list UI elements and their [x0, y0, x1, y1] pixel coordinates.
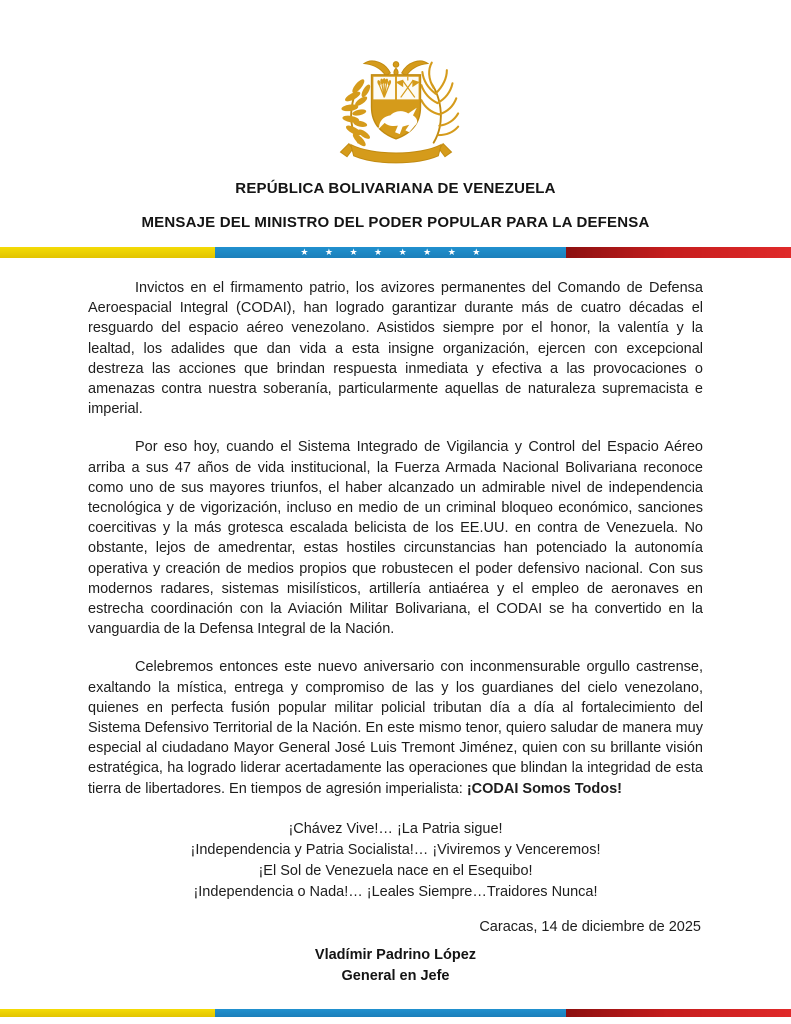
letter-body: [88, 278, 703, 799]
flag-red-stripe: [566, 247, 791, 258]
page-subtitle: MENSAJE DEL MINISTRO DEL PODER POPULAR PARA LA DEFENSA: [141, 214, 650, 231]
flag-divider-bottom: [0, 1009, 791, 1017]
flag-stars: ★ ★ ★ ★ ★ ★ ★ ★: [300, 247, 488, 257]
flag-red-stripe: [566, 1009, 791, 1017]
flag-yellow-stripe: [0, 1009, 215, 1017]
flag-yellow-stripe: [0, 247, 215, 258]
paragraph-2: Por eso hoy, cuando el Sistema Integrado de Vigilancia y Control del Espacio Aéreo arriba a sus 47 años de vida institucional, la Fuerza Armada Nacional Bolivariana reconoce como uno de sus mayores triunfos, el haber alcanzado un admirable nivel de independencia tecnológica y de vigorización, incluso en medio de un criminal bloqueo económico, sanciones coercitivas y la más grotesca escalada belicista de los EE.UU. en contra de Venezuela. No obstante, lejos de amedrentar, estas hostiles circunstancias han potenciado la autonomía operativa y creación de medios propios que robustecen el poder defensivo nacional. Con sus modernos radares, sistemas misilísticos, artillería antiaérea y el empleo de aeronaves en estrecha coordinación con la Aviación Militar Bolivariana, el CODAI se ha convertido en la vanguardia de la Defensa Integral de la Nación.: [88, 439, 703, 638]
page-title: REPÚBLICA BOLIVARIANA DE VENEZUELA: [235, 180, 556, 197]
flag-blue-stripe: [215, 1009, 565, 1017]
paragraph-1: Invictos en el firmamento patrio, los avizores permanentes del Comando de Defensa Aeroespacial Integral (CODAI), han logrado garantizar durante más de cuatro décadas el resguardo del espacio aéreo venezolano. Asistidos siempre por el honor, la valentía y la lealtad, los adalides que dan vida a esta insigne organización, ejercen con excepcional destreza las acciones que brindan respuesta inmediata y efectiva a las provocaciones o amenazas contra nuestra soberanía, particularmente aquellas de naturaleza supremacista e imperial.: [88, 280, 703, 418]
flag-blue-stripe: [215, 247, 565, 258]
slogan-line-2: ¡Independencia y Patria Socialista!… ¡Viviremos y Venceremos!: [190, 841, 601, 858]
slogan-line-1: ¡Chávez Vive!… ¡La Patria sigue!: [288, 820, 503, 837]
signatory-name: Vladímir Padrino López: [314, 946, 477, 963]
slogan-line-4: ¡Independencia o Nada!… ¡Leales Siempre…Traidores Nunca!: [193, 883, 598, 900]
signature-block: [0, 945, 791, 987]
paragraph-3-text: Celebremos entonces este nuevo aniversario con inconmensurable orgullo castrense, exaltando la mística, entrega y compromiso de las y los guardianes del cielo venezolano, quienes en perfecta fusión popular militar policial tributan día a día al fortalecimiento del Sistema Defensivo Territorial de la Nación. En este mismo tenor, quiero saludar de manera muy especial al ciudadano Mayor General José Luis Tremont Jiménez, quien con su brillante visión estratégica, ha logrado liderar acertadamente las operaciones que blindan la integridad de esta tierra de libertadores. En tiempos de agresión imperialista:: [88, 659, 703, 797]
dateline: Caracas, 14 de diciembre de 2025: [479, 918, 701, 935]
paragraph-3-slogan-bold: ¡CODAI Somos Todos!: [466, 780, 623, 797]
paragraph-3: [88, 657, 703, 798]
venezuela-coat-of-arms-icon: [329, 56, 463, 169]
signatory-rank: General en Jefe: [341, 967, 450, 984]
slogan-line-3: ¡El Sol de Venezuela nace en el Esequibo!: [258, 862, 533, 879]
slogan-block: [0, 819, 791, 903]
flag-divider-top: [0, 247, 791, 258]
